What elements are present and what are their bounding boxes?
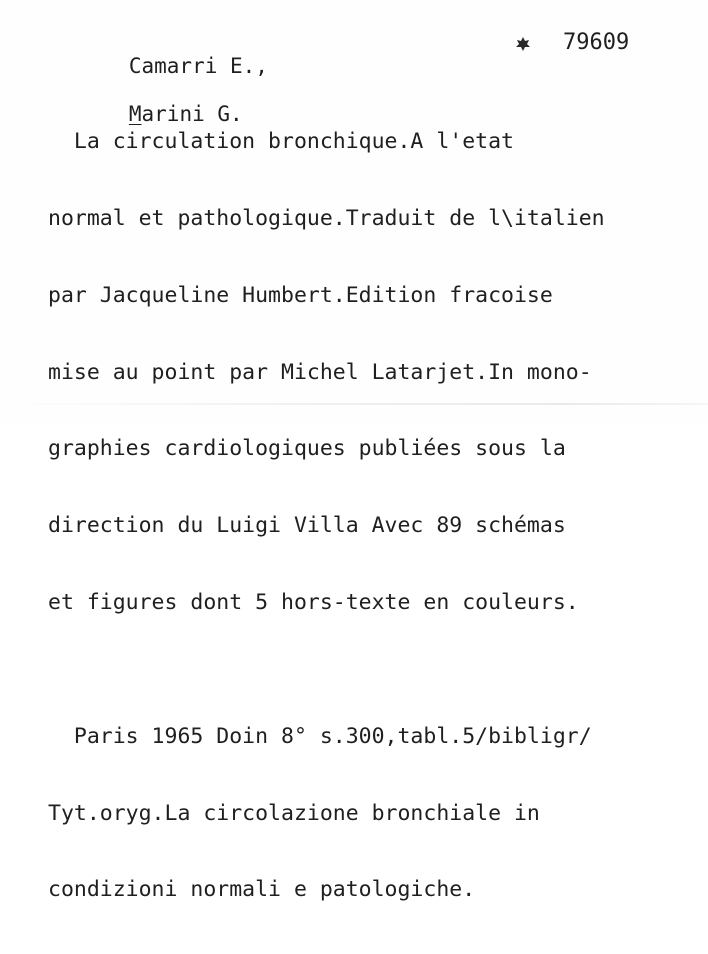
body-line: La circulation bronchique.A l'etat (48, 129, 514, 155)
body-line: et figures dont 5 hors-texte en couleurs. (48, 589, 579, 615)
paragraph-gap (48, 667, 708, 673)
author-second-rest: arini G. (141, 102, 243, 126)
author-first: Camarri E., (128, 54, 268, 78)
card-body (48, 78, 708, 954)
body-line: normal et pathologique.Traduit de l\italien (48, 205, 605, 231)
bleed-through-line (0, 403, 708, 405)
card-header (53, 26, 653, 126)
catalog-number: 79609 (563, 30, 630, 55)
body-line: direction du Luigi Villa Avec 89 schémas (48, 513, 566, 539)
body-line: condizioni normali e patologiche. (48, 877, 476, 903)
body-line: par Jacqueline Humbert.Edition fracoise (48, 282, 553, 308)
body-line: graphies cardiologiques publiées sous la (48, 436, 566, 462)
body-line: mise au point par Michel Latarjet.In mono- (48, 359, 592, 385)
body-line: Tyt.oryg.La circolazione bronchiale in (48, 800, 540, 826)
body-line: Paris 1965 Doin 8° s.300,tabl.5/bibligr/ (48, 723, 592, 749)
author-second-underlined-initial: M (128, 102, 142, 126)
ink-stamp-icon (515, 36, 531, 52)
